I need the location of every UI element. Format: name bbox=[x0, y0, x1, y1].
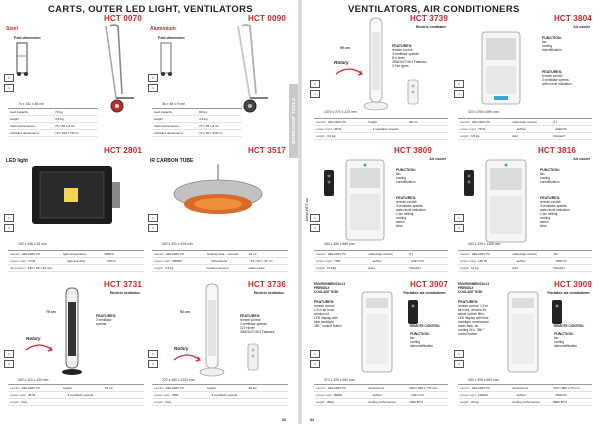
main-dimension: 70 x 102 x 85 cm bbox=[18, 102, 44, 106]
features: FEATURES: remote control, 1,5 m air hose, window kit, active carbon filter, LED display with blue backlight, mechanical water-tank, air- cooling 24 h, 360 ° control button bbox=[458, 300, 489, 336]
spec-row: electric 220-240V Hz height 99 cm bbox=[314, 119, 448, 126]
spec-table bbox=[458, 118, 592, 140]
spec-row: weight 14 kg dust Climate? bbox=[458, 265, 592, 272]
spec-row: dimensions 130 x 96 x 34 mm bbox=[8, 265, 144, 272]
air-cooler-image bbox=[344, 160, 388, 244]
remote-control-label: REMOTE CONTROL bbox=[554, 324, 585, 328]
main-dimension: 350 x 390 x 690 mm bbox=[468, 378, 499, 382]
product-code: HCT 3804 bbox=[553, 14, 592, 23]
side-tab: WORKSHOP TOOLS bbox=[289, 84, 298, 158]
product-hct3809[interactable] bbox=[310, 146, 450, 276]
rotary-arrow-icon bbox=[334, 66, 364, 78]
product-name: LED light bbox=[6, 158, 28, 164]
right-page bbox=[291, 0, 600, 424]
remote-control-label: REMOTE CONTROL bbox=[410, 324, 441, 328]
spec-table bbox=[458, 250, 592, 272]
box-badge: 1 bbox=[4, 84, 14, 92]
badges bbox=[310, 350, 320, 368]
spec-table bbox=[458, 384, 592, 406]
portable-ac-image bbox=[506, 292, 542, 376]
remote-control-image bbox=[246, 344, 266, 374]
remote-control-image bbox=[550, 300, 566, 330]
box-badge: 1 bbox=[4, 224, 14, 232]
product-code: HCT 3907 bbox=[409, 280, 448, 289]
spec-row: electric 220-240V Hz waterheat volume 16 l bbox=[458, 251, 592, 258]
badges bbox=[454, 350, 464, 368]
spec-row: power input 45W 3 ventilator speeds bbox=[152, 392, 288, 399]
badges bbox=[148, 74, 158, 92]
product-code: HCT 0070 bbox=[103, 14, 142, 23]
features: FEATURES: remote control 3 ventilator speeds 8 H timer 30W/2x70 W/3 Features 3 Fan types bbox=[392, 44, 427, 68]
main-dimension: 140 x 196 x 35 mm bbox=[18, 242, 47, 246]
spec-table bbox=[8, 108, 98, 137]
warranty-badge: 2 bbox=[4, 74, 14, 82]
air-cooler-image bbox=[480, 32, 524, 108]
warranty-badge: 2 bbox=[454, 350, 464, 358]
product-code: HCT 3739 bbox=[409, 14, 448, 23]
functions: FUNCTION: fan cooling dehumidification bbox=[554, 332, 578, 348]
spec-row: electric 220-240V Hz waterheat volume 8 l bbox=[314, 251, 448, 258]
intro: ENVIRONMENTALLY FRIENDLY COOLANT R290 bbox=[314, 282, 346, 294]
spec-row: electric 220-240V Hz height 92 cm bbox=[152, 385, 288, 392]
product-hct3739[interactable] bbox=[310, 14, 450, 144]
warranty-badge: 2 bbox=[454, 214, 464, 222]
page-title: CARTS, OUTER LED LIGHT, VENTILATORS bbox=[48, 4, 253, 15]
rotary-arrow-icon bbox=[24, 342, 54, 354]
main-dimension: 370 x 320 x 650 mm bbox=[324, 378, 355, 382]
product-hct3736[interactable] bbox=[148, 280, 288, 415]
rotary-label: Rotary bbox=[334, 60, 349, 65]
spec-row: power input 800W airflow 240 m³/h bbox=[314, 392, 448, 399]
badges bbox=[454, 80, 464, 98]
functions: FUNCTION: fan cooling humidification bbox=[396, 168, 416, 184]
spec-row: weight 6,5 kg dust Climate? bbox=[458, 133, 592, 140]
spec-row: electric 220-240V Hz dimensions 290 x 298 x 770 mm bbox=[314, 385, 448, 392]
product-hct3816[interactable] bbox=[454, 146, 594, 276]
box-badge: 1 bbox=[454, 360, 464, 368]
rotary-label: Rotary bbox=[26, 336, 41, 341]
product-hct0070[interactable] bbox=[4, 14, 144, 135]
product-code: HCT 3731 bbox=[103, 280, 142, 289]
folded-cart-image bbox=[14, 42, 34, 77]
spec-table bbox=[8, 384, 144, 406]
portable-ac-image bbox=[360, 292, 396, 376]
spec-row: electric 220-240V Hz dimensions 370 x 802 x 79 mm bbox=[458, 385, 592, 392]
spec-row: power input 45 W 3 ventilator speeds bbox=[314, 126, 448, 133]
tower-fan-image bbox=[364, 18, 388, 114]
led-floodlight-image bbox=[32, 166, 122, 236]
main-dimension: 600 x 291 x 415 mm bbox=[162, 242, 193, 246]
remote-control-image bbox=[322, 170, 338, 200]
product-hct3804[interactable] bbox=[454, 14, 594, 144]
badges bbox=[4, 214, 14, 232]
box-badge: 1 bbox=[148, 360, 158, 368]
box-badge: 1 bbox=[454, 90, 464, 98]
page-number: 83 bbox=[282, 418, 286, 422]
main-dimension: 400 x 330 x 1150 mm bbox=[468, 242, 501, 246]
spec-row: power input 1000W airflow 350m³/h bbox=[458, 392, 592, 399]
brand-url: www.HCT.cz bbox=[304, 198, 309, 222]
main-dimension: 1070 x 270 x 220 mm bbox=[324, 110, 357, 114]
warranty-badge: 2 bbox=[310, 350, 320, 358]
warranty-badge: 2 bbox=[4, 350, 14, 358]
spec-row: electric 220-240V Hz heating area - covered 15 m² bbox=[152, 251, 288, 258]
spec-row: electric 220-240V Hz waterheat volume 6 l bbox=[458, 119, 592, 126]
spec-row: weight 4,9 kg bbox=[152, 116, 242, 123]
features: FEATURES: 3 ventilator speeds bbox=[96, 314, 117, 326]
product-name: IR CARBON TUBE bbox=[150, 158, 194, 164]
box-badge: 1 bbox=[148, 84, 158, 92]
air-cooler-image bbox=[484, 160, 528, 246]
warranty-badge: 2 bbox=[4, 214, 14, 222]
height-label: 92 cm bbox=[180, 310, 190, 314]
tower-fan-image bbox=[200, 284, 224, 380]
tower-fan-image bbox=[62, 288, 82, 378]
rotary-label: Rotary bbox=[174, 346, 189, 351]
spec-row: weight 20kg cooling performance 7000 BTU bbox=[314, 399, 448, 406]
main-dimension: 320 x 295 x 690 mm bbox=[468, 110, 499, 114]
warranty-badge: 2 bbox=[148, 214, 158, 222]
product-name: Steel bbox=[6, 26, 18, 32]
spec-table bbox=[152, 384, 288, 406]
functions: FUNCTION: fan cooling humidification bbox=[542, 36, 562, 52]
product-name: Portable air conditioner bbox=[403, 291, 446, 295]
product-code: HCT 0090 bbox=[247, 14, 286, 23]
product-code: HCT 2801 bbox=[103, 146, 142, 155]
box-badge: 1 bbox=[310, 360, 320, 368]
product-name: Air cooler bbox=[429, 157, 446, 161]
warranty-badge: 2 bbox=[454, 80, 464, 88]
box-badge: 1 bbox=[310, 224, 320, 232]
product-code: HCT 3517 bbox=[247, 146, 286, 155]
product-code: HCT 3809 bbox=[393, 146, 432, 155]
product-name: Electric ventilator bbox=[253, 291, 284, 295]
features: FEATURES: remote control 3 ventilator speeds water level indication bbox=[542, 70, 572, 86]
main-dimension: 36 x 48 x 9 mm bbox=[162, 102, 186, 106]
spec-row: weight 3 kg bbox=[152, 399, 288, 406]
page-number: 84 bbox=[310, 418, 314, 422]
spec-table bbox=[8, 250, 144, 272]
badges bbox=[4, 350, 14, 368]
product-hct3517[interactable] bbox=[148, 146, 288, 276]
box-badge: 1 bbox=[310, 90, 320, 98]
height-label: 79 cm bbox=[46, 310, 56, 314]
features: FEATURES: remote control 3 ventilator speeds 12 H timer 30W/3x70 W/3 Features bbox=[240, 314, 275, 334]
spec-row: load capacity 70 kg bbox=[8, 109, 98, 116]
product-hct3907[interactable] bbox=[310, 280, 450, 415]
features: FEATURES: remote control 3 ventilator speeds water level indication 2 fan setting cooling action timer bbox=[540, 196, 570, 228]
remote-control-image bbox=[406, 300, 422, 330]
main-dimension: 380 x 380 x 860 mm bbox=[324, 242, 355, 246]
box-badge: 1 bbox=[454, 224, 464, 232]
spec-row: load capacity 90 kg bbox=[152, 109, 242, 116]
spec-row: weight 11,5kg class Climate? bbox=[314, 265, 448, 272]
spec-row: power input 2000W dimensions 61 x 61 x 31 cm bbox=[152, 258, 288, 265]
spec-row: unfolded dimensions 70 x 102 x 78 cm bbox=[8, 130, 98, 137]
spec-row: weight 4,8 kg bbox=[8, 116, 98, 123]
spec-row: folded dimensions 70 x 66 x 8 cm bbox=[8, 123, 98, 130]
remote-control-image bbox=[406, 80, 422, 106]
spec-row: power input 10 W light intensity 700 lm bbox=[8, 258, 144, 265]
spec-row: unfolded dimensions 70 x 49 x 105 cm bbox=[152, 130, 242, 137]
badges bbox=[310, 214, 320, 232]
page-title: VENTILATORS, AIR CONDITIONERS bbox=[348, 4, 520, 15]
folded-cart-image bbox=[158, 42, 178, 77]
features: FEATURES: remote control 3 ventilator speeds water level indication 2 fan setting cooling action timer bbox=[396, 196, 426, 228]
product-name: Electric ventilator bbox=[109, 291, 140, 295]
spec-row: power input 75W airflow 232 m³/h bbox=[314, 258, 448, 265]
cart-image bbox=[104, 24, 140, 124]
spec-table bbox=[314, 250, 448, 272]
spec-row: weight 3,2 kg bbox=[314, 133, 448, 140]
spec-table bbox=[152, 108, 242, 137]
ceiling-heater-image bbox=[168, 164, 268, 234]
spec-row: power input 45 W 3 ventilator speeds bbox=[8, 392, 144, 399]
product-name: Electric ventilator bbox=[415, 25, 446, 29]
warranty-badge: 2 bbox=[310, 214, 320, 222]
spec-table bbox=[314, 118, 448, 140]
spec-row: weight 3 kg bbox=[8, 399, 144, 406]
badges bbox=[310, 80, 320, 98]
product-code: HCT 3909 bbox=[553, 280, 592, 289]
warranty-badge: 2 bbox=[148, 74, 158, 82]
badges bbox=[148, 350, 158, 368]
main-dimension: 270 x 280 x 1220 mm bbox=[162, 378, 195, 382]
features: FEATURES: remote control, 1,5 m air hose, window kit, LED display with blue backlight, 360 ° control button bbox=[314, 300, 342, 328]
warranty-badge: 2 bbox=[148, 350, 158, 358]
product-hct3909[interactable] bbox=[454, 280, 594, 415]
product-name: Air cooler bbox=[573, 157, 590, 161]
spec-row: electric 220-240V Hz height 79 cm bbox=[8, 385, 144, 392]
main-dimension: 620 x 110 x 130 mm bbox=[18, 378, 49, 382]
functions: FUNCTION: fan cooling humidification bbox=[540, 168, 560, 184]
badges bbox=[454, 214, 464, 232]
rotary-arrow-icon bbox=[172, 352, 202, 364]
product-code: HCT 3736 bbox=[247, 280, 286, 289]
box-badge: 1 bbox=[148, 224, 158, 232]
fold-dimension-label: Fold dimension bbox=[14, 36, 41, 40]
spec-row: folded dimensions 70 x 49 x 8 cm bbox=[152, 123, 242, 130]
box-badge: 1 bbox=[4, 360, 14, 368]
product-hct0090[interactable] bbox=[148, 14, 288, 135]
height-label: 99 cm bbox=[340, 46, 350, 50]
spec-row: weight 2,4 kg heating element carbon tube bbox=[152, 265, 288, 272]
spec-row: weight 22 kg cooling performance 9000 BTU bbox=[458, 399, 592, 406]
product-hct3731[interactable] bbox=[4, 280, 144, 415]
warranty-badge: 2 bbox=[310, 80, 320, 88]
spec-row: power input 140 W airflow 750m³/h bbox=[458, 258, 592, 265]
product-code: HCT 3816 bbox=[537, 146, 576, 155]
badges bbox=[148, 214, 158, 232]
badges bbox=[4, 74, 14, 92]
functions: FUNCTION: fan cooling dehumidification bbox=[410, 332, 434, 348]
remote-control-image bbox=[462, 170, 478, 200]
spec-row: power input 75 W airflow 232m³/h bbox=[458, 126, 592, 133]
spec-table bbox=[152, 250, 288, 272]
product-name: Portable air conditioner bbox=[547, 291, 590, 295]
product-name: Air cooler bbox=[573, 25, 590, 29]
fold-dimension-label: Fold dimension bbox=[158, 36, 185, 40]
intro: ENVIRONMENTALLY FRIENDLY COOLANT R290 bbox=[458, 282, 490, 294]
spec-table bbox=[314, 384, 448, 406]
spec-row: electric 220-240V Hz light temperature 6500 K bbox=[8, 251, 144, 258]
product-name: Aluminium bbox=[150, 26, 176, 32]
product-hct2801[interactable] bbox=[4, 146, 144, 276]
